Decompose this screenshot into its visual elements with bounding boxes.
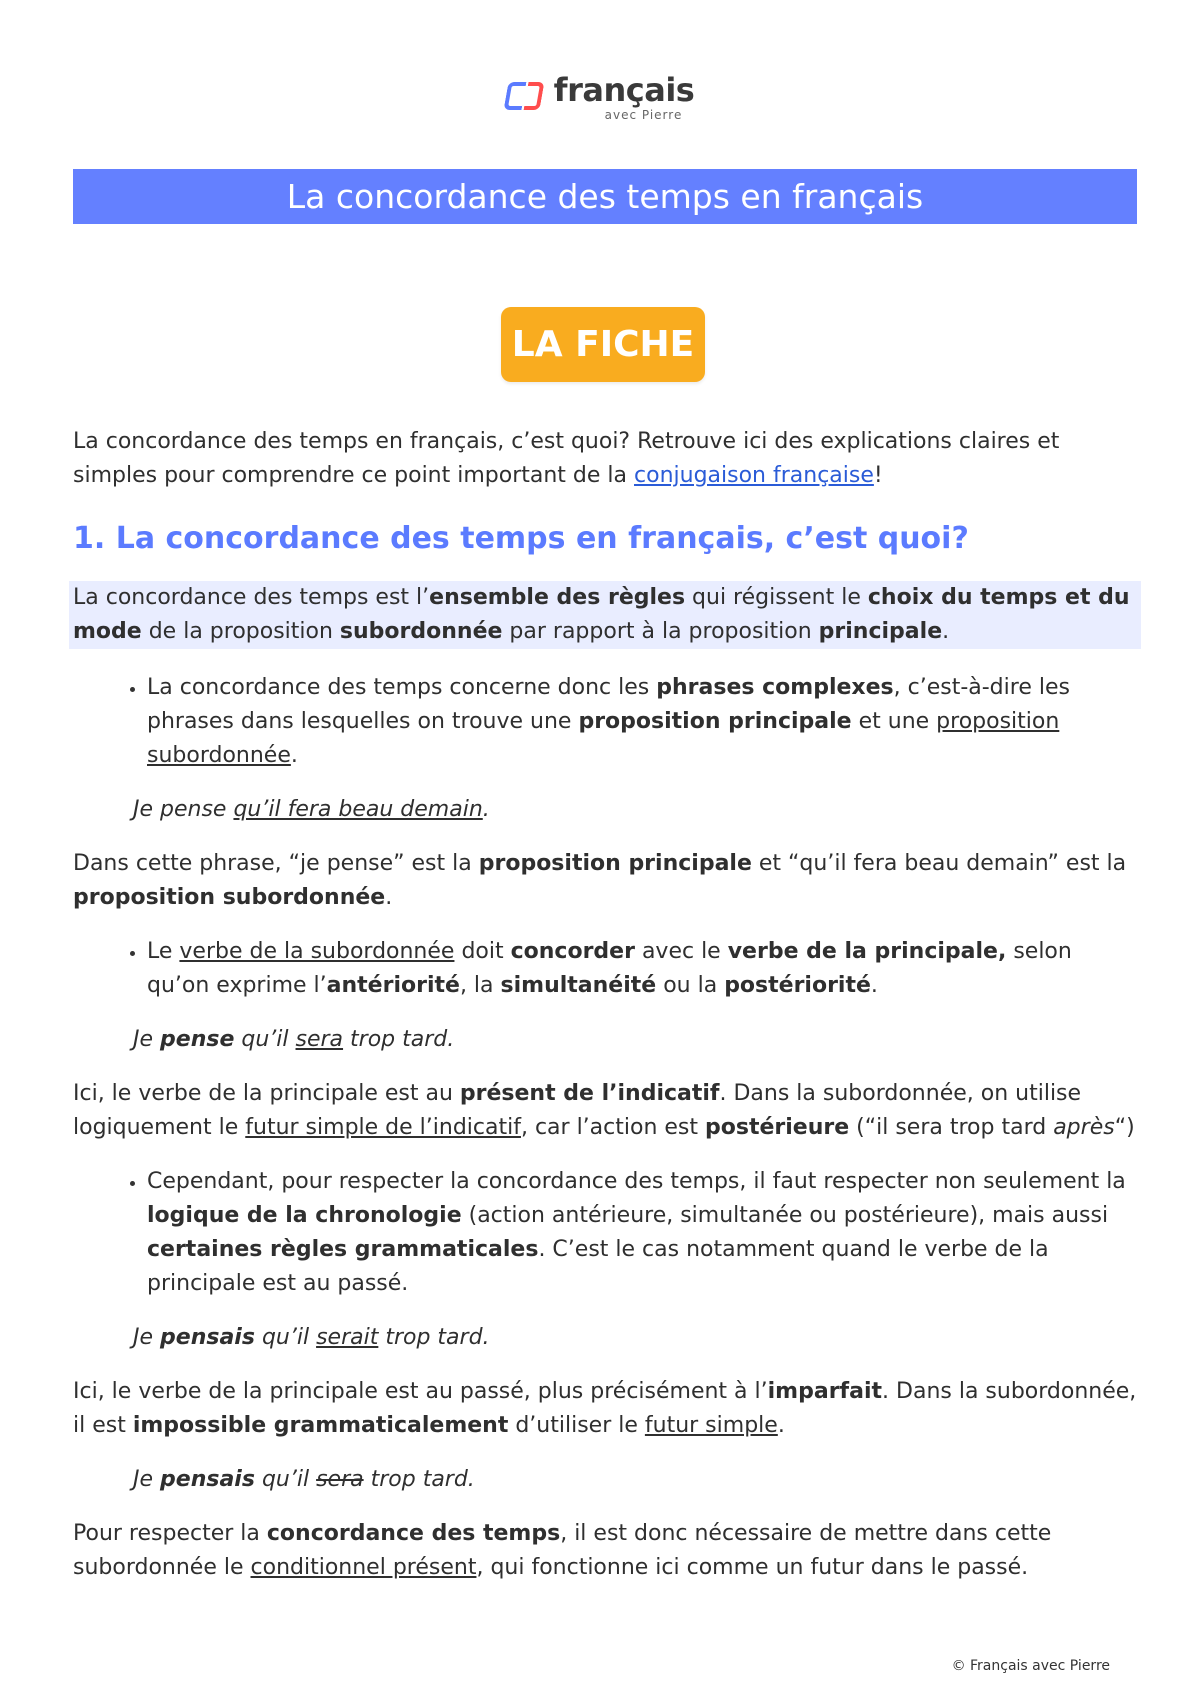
bold-text: pensais (160, 1325, 255, 1350)
logo-subtitle: avec Pierre (604, 108, 683, 122)
example-sentence-3 (133, 1321, 1137, 1355)
bold-text: concordance des temps (266, 1521, 561, 1546)
bold-text: postérieure (705, 1115, 850, 1140)
text: Pour respecter la (73, 1521, 267, 1546)
text: , la (459, 973, 501, 998)
text: , car l’action est (520, 1115, 706, 1140)
bold-text: proposition principale (478, 851, 752, 876)
text: Dans cette phrase, “je pense” est la (73, 851, 479, 876)
text: et une (851, 709, 937, 734)
definition-box (69, 581, 1141, 649)
intro-paragraph (73, 425, 1137, 493)
bold-text: ensemble des règles (429, 585, 686, 610)
text: qu’il (234, 1027, 296, 1052)
list-item (147, 1165, 1137, 1301)
text: , c’est-à-dire les phrases dans lesquelles on trouve une (147, 675, 1070, 734)
strikethrough-text: sera (316, 1467, 364, 1492)
bold-text: pensais (160, 1467, 255, 1492)
section-heading-1: 1. La concordance des temps en français, c’est quoi? (73, 521, 969, 556)
bold-text: proposition subordonnée (73, 885, 386, 910)
underlined-text: sera (295, 1027, 344, 1052)
bullet-list-2 (73, 935, 1137, 1003)
text: (action antérieure, simultanée ou postérieure), mais aussi (461, 1203, 1109, 1228)
text: Ici, le verbe de la principale est au passé, plus précisément à l’ (73, 1379, 768, 1404)
page-title: La concordance des temps en français (73, 169, 1137, 224)
fiche-badge: LA FICHE (501, 307, 705, 382)
text: avec le (634, 939, 728, 964)
text: . (290, 743, 298, 768)
text: La concordance des temps concerne donc les (147, 675, 657, 700)
text: . Dans la subordonnée, il est (73, 1379, 1137, 1438)
text: . (482, 797, 490, 822)
bold-text: présent de l’indicatif (459, 1081, 720, 1106)
paragraph-4 (73, 1517, 1137, 1585)
bold-text: logique de la chronologie (147, 1203, 462, 1228)
example-sentence-4 (133, 1463, 1137, 1497)
text: par rapport à la proposition (502, 619, 819, 644)
underlined-text: verbe de la subordonnée (179, 939, 455, 964)
footer-copyright: © Français avec Pierre (951, 1658, 1110, 1674)
italic-text: après (1053, 1115, 1115, 1140)
text: , qui fonctionne ici comme un futur dans le passé. (476, 1555, 1029, 1580)
bold-text: proposition principale (578, 709, 852, 734)
conjugaison-link[interactable]: conjugaison française (634, 463, 874, 488)
bold-text: choix du temps et du mode (73, 585, 1130, 644)
text: qui régissent le (685, 585, 868, 610)
underlined-text: futur simple (644, 1413, 778, 1438)
text: trop tard. (378, 1325, 490, 1350)
text: . C’est le cas notamment quand le verbe de la principale est au passé. (147, 1237, 1049, 1296)
text: . (777, 1413, 785, 1438)
underlined-text: proposition subordonnée (147, 709, 1060, 768)
text: . Dans la subordonnée, on utilise logiquement le (73, 1081, 1082, 1140)
bold-text: principale (818, 619, 943, 644)
bold-text: concorder (510, 939, 635, 964)
logo-mark-icon (506, 82, 546, 106)
underlined-text: serait (316, 1325, 379, 1350)
underlined-text: qu’il fera beau demain (233, 797, 483, 822)
text: . (870, 973, 878, 998)
bold-text: simultanéité (500, 973, 657, 998)
text: “) (1114, 1115, 1135, 1140)
text: (“il sera trop tard (849, 1115, 1054, 1140)
text: Je (133, 1027, 161, 1052)
bullet-list-3 (73, 1165, 1137, 1301)
bold-text: phrases complexes (656, 675, 894, 700)
text: Je (133, 1467, 161, 1492)
text: Cependant, pour respecter la concordance des temps, il faut respecter non seulement la (147, 1169, 1126, 1194)
text: doit (454, 939, 511, 964)
bold-text: impossible grammaticalement (132, 1413, 509, 1438)
bold-text: postériorité (724, 973, 871, 998)
paragraph-1 (73, 847, 1137, 915)
underlined-text: futur simple de l’indicatif (245, 1115, 521, 1140)
paragraph-2 (73, 1077, 1137, 1145)
text: de la proposition (141, 619, 340, 644)
intro-text-end: ! (873, 463, 883, 488)
text: qu’il (254, 1467, 317, 1492)
list-item (147, 671, 1137, 773)
text: et “qu’il fera beau demain” est la (751, 851, 1127, 876)
intro-text: La concordance des temps en français, c’est quoi? Retrouve ici des explications claires et simples pour comprendre ce point important de la (73, 429, 1060, 488)
bold-text: antériorité (326, 973, 460, 998)
text: trop tard. (343, 1027, 455, 1052)
bullet-list-1 (73, 671, 1137, 773)
text: ou la (656, 973, 725, 998)
paragraph-3 (73, 1375, 1137, 1443)
example-sentence-1 (133, 793, 1137, 827)
bold-text: certaines règles grammaticales (147, 1237, 539, 1262)
text: La concordance des temps est l’ (73, 585, 430, 610)
bold-text: imparfait (767, 1379, 883, 1404)
bold-text: verbe de la principale, (727, 939, 1007, 964)
text: Le (147, 939, 180, 964)
example-sentence-2 (133, 1023, 1137, 1057)
text: Je (133, 1325, 161, 1350)
underlined-text: conditionnel présent (250, 1555, 477, 1580)
bold-text: pense (160, 1027, 235, 1052)
main-content (73, 425, 1137, 1605)
text: selon qu’on exprime l’ (147, 939, 1072, 998)
text: . (385, 885, 393, 910)
text: . (942, 619, 950, 644)
text: Je pense (133, 797, 234, 822)
text: trop tard. (363, 1467, 475, 1492)
text: qu’il (254, 1325, 317, 1350)
logo (0, 70, 1200, 126)
text: d’utiliser le (508, 1413, 645, 1438)
list-item (147, 935, 1137, 1003)
text: Ici, le verbe de la principale est au (73, 1081, 460, 1106)
text: , il est donc nécessaire de mettre dans cette subordonnée le (73, 1521, 1052, 1580)
logo-word: français (553, 71, 695, 109)
bold-text: subordonnée (339, 619, 503, 644)
